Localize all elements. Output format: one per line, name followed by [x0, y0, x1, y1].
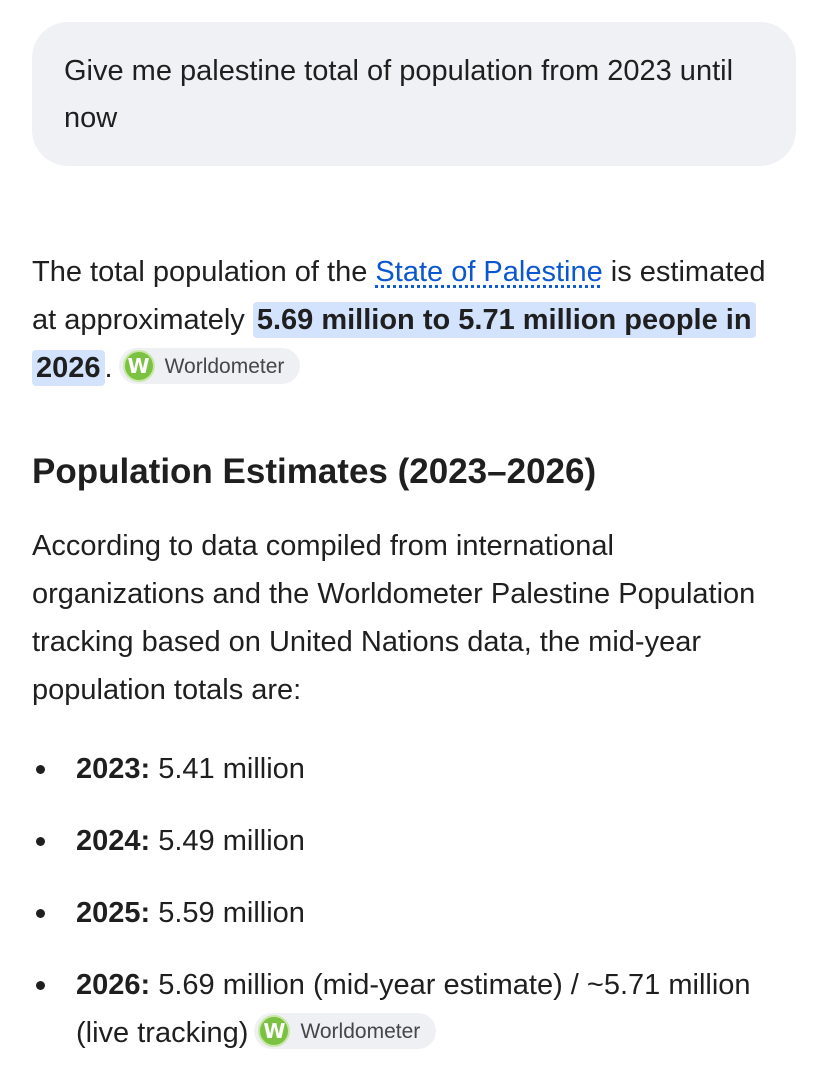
worldometer-source-chip[interactable] [254, 1013, 436, 1049]
list-item-year: 2026: [76, 969, 151, 1001]
worldometer-source-chip[interactable] [119, 348, 301, 384]
list-item-year: 2023: [76, 753, 151, 785]
population-list [32, 745, 792, 1081]
list-item-value: 5.41 million [150, 753, 305, 785]
list-item-year: 2024: [76, 825, 151, 857]
source-chip-label: Worldometer [300, 1019, 421, 1043]
answer-summary [32, 248, 792, 392]
bullet-icon [36, 837, 45, 846]
user-message-bubble [32, 22, 796, 166]
bullet-icon [36, 909, 45, 918]
list-item-value: 5.69 million (mid-year estimate) / ~5.71 million (live tracking) [76, 969, 751, 1049]
answer-intro-text: The total population of the [32, 256, 376, 288]
worldometer-icon: W [123, 350, 155, 382]
worldometer-icon: W [258, 1015, 290, 1047]
list-item [32, 817, 792, 865]
list-item [32, 961, 792, 1057]
source-chip-label: Worldometer [164, 354, 285, 378]
bullet-icon [36, 765, 45, 774]
answer-end-punctuation: . [104, 352, 113, 384]
list-item-year: 2025: [76, 897, 151, 929]
state-of-palestine-link[interactable]: State of Palestine [375, 256, 603, 288]
highlighted-estimate[interactable]: 5.69 million to 5.71 million people in 2026 [32, 302, 756, 386]
answer-intro-continued: is estimated at approximately [32, 256, 766, 336]
section-heading: Population Estimates (2023–2026) [32, 452, 597, 491]
section-paragraph: According to data compiled from international organizations and the Worldometer Palestine Population tracking based on United Nations data, the mid-year population totals are: [32, 530, 756, 706]
list-item-value: 5.59 million [150, 897, 305, 929]
list-item-value: 5.49 million [150, 825, 305, 857]
list-item [32, 889, 792, 937]
user-message-text: Give me palestine total of population from 2023 until now [64, 55, 734, 134]
bullet-icon [36, 981, 45, 990]
list-item [32, 745, 792, 793]
